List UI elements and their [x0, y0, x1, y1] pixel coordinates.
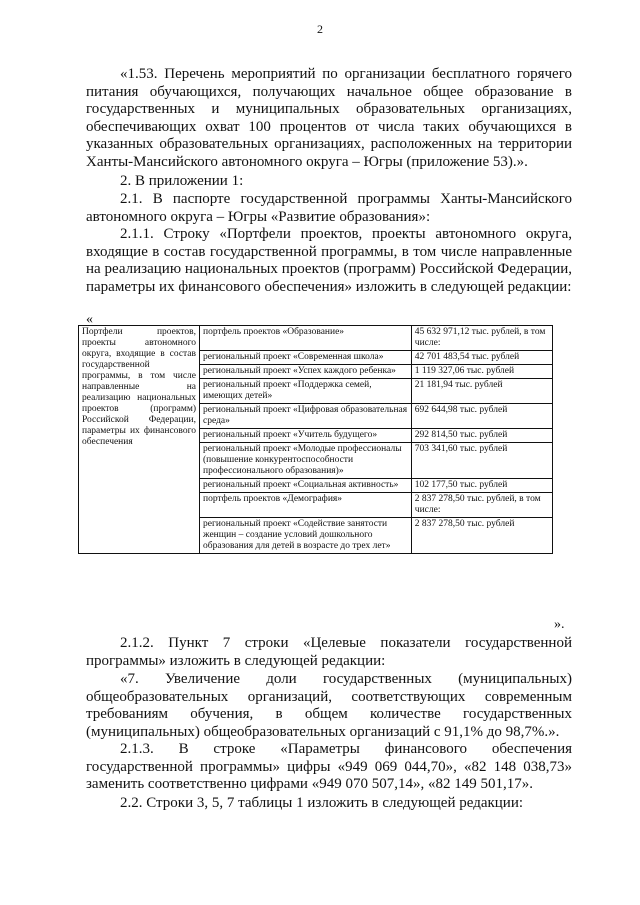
- table-project-name: региональный проект «Социальная активность»: [200, 479, 412, 493]
- page-number: 2: [317, 22, 323, 36]
- table-project-value: 21 181,94 тыс. рублей: [411, 379, 552, 404]
- table-project-value: 45 632 971,12 тыс. рублей, в том числе:: [411, 326, 552, 351]
- paragraph-appendix-1: 2. В приложении 1:: [120, 173, 244, 189]
- table-project-name: портфель проектов «Демография»: [200, 493, 412, 518]
- quote-open: «: [86, 312, 93, 327]
- table-row: [79, 326, 553, 351]
- table-project-name: региональный проект «Поддержка семей, имеющих детей»: [200, 379, 412, 404]
- table-project-name: портфель проектов «Образование»: [200, 326, 412, 351]
- table-left-cell: Портфели проектов, проекты автономного округа, входящие в состав государственной программы, в том числе направленные на реализацию национальных проектов (программ) Российской Федерации, параметры их финансового обеспечения: [79, 326, 200, 554]
- table-project-name: региональный проект «Успех каждого ребенка»: [200, 365, 412, 379]
- table-project-value: 2 837 278,50 тыс. рублей, в том числе:: [411, 493, 552, 518]
- table-project-value: 703 341,60 тыс. рублей: [411, 443, 552, 479]
- table-project-value: 102 177,50 тыс. рублей: [411, 479, 552, 493]
- table-project-name: региональный проект «Содействие занятости женщин – создание условий дошкольного образования для детей в возрасте до трех лет»: [200, 518, 412, 554]
- paragraph-2-1: 2.1. В паспорте государственной программы Ханты-Мансийского автономного округа – Югры «Развитие образования»:: [86, 191, 572, 225]
- table-project-value: 2 837 278,50 тыс. рублей: [411, 518, 552, 554]
- paragraph-2-1-1: 2.1.1. Строку «Портфели проектов, проекты автономного округа, входящие в состав государственной программы, в том числе направленные на реализацию национальных проектов (программ) Российской Федерации, параметры их финансового обеспечения» изложить в следующей редакции:: [86, 226, 572, 295]
- paragraph-2-1-3: 2.1.3. В строке «Параметры финансового обеспечения государственной программы» цифры «949 069 044,70», «82 148 038,73» заменить соответственно цифрами «949 070 507,14», «82 149 501,17».: [86, 741, 572, 793]
- portfolio-table: [78, 325, 553, 554]
- table-project-name: региональный проект «Учитель будущего»: [200, 429, 412, 443]
- table-project-value: 692 644,98 тыс. рублей: [411, 404, 552, 429]
- table-project-value: 292 814,50 тыс. рублей: [411, 429, 552, 443]
- table-project-name: региональный проект «Молодые профессионалы (повышение конкурентоспособности профессионального образования)»: [200, 443, 412, 479]
- table-project-value: 42 701 483,54 тыс. рублей: [411, 351, 552, 365]
- table-project-name: региональный проект «Цифровая образовательная среда»: [200, 404, 412, 429]
- paragraph-2-2: 2.2. Строки 3, 5, 7 таблицы 1 изложить в следующей редакции:: [120, 795, 524, 811]
- table-project-name: региональный проект «Современная школа»: [200, 351, 412, 365]
- paragraph-2-1-2: 2.1.2. Пункт 7 строки «Целевые показатели государственной программы» изложить в следующей редакции:: [86, 635, 572, 669]
- paragraph-1-53: «1.53. Перечень мероприятий по организации бесплатного горячего питания обучающихся, получающих начальное общее образование в государственных и муниципальных образовательных организациях, обеспечивающих охват 100 процентов от числа таких обучающихся в указанных образовательных организациях, расположенных на территории Ханты-Мансийского автономного округа – Югры (приложение 53).».: [86, 66, 572, 170]
- paragraph-item-7: «7. Увеличение доли государственных (муниципальных) общеобразовательных организаций, соответствующих современным требованиям обучения, в общем количестве государственных (муниципальных) общеобразовательных организаций с 91,1% до 98,7%.».: [86, 671, 572, 740]
- quote-close: ».: [554, 617, 565, 632]
- table-project-value: 1 119 327,06 тыс. рублей: [411, 365, 552, 379]
